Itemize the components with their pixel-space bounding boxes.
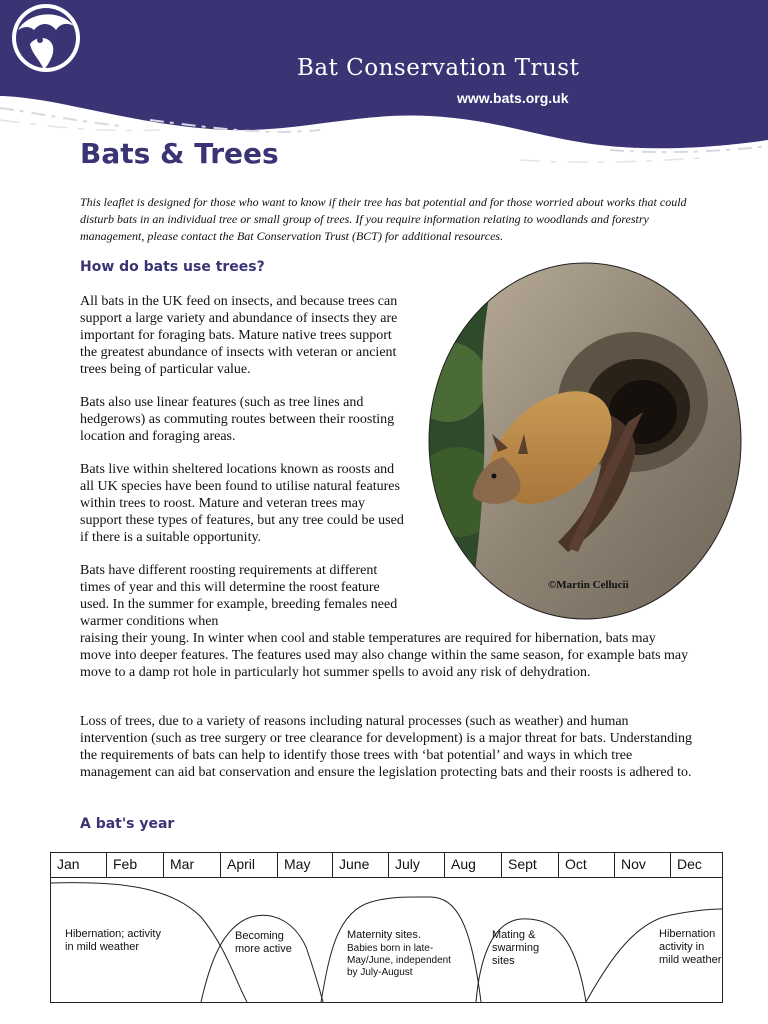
photo-credit: ©Martin Cellucii xyxy=(548,579,629,591)
bat-logo-icon xyxy=(0,0,88,80)
month-jan: Jan xyxy=(51,853,107,877)
month-mar: Mar xyxy=(164,853,221,877)
page-title: Bats & Trees xyxy=(80,137,279,170)
month-aug: Aug xyxy=(445,853,502,877)
month-may: May xyxy=(278,853,333,877)
phase-maternity-details: Babies born in late-May/June, independent by July-August xyxy=(347,943,451,978)
paragraph-commuting: Bats also use linear features (such as tree lines and hedgerows) as commuting routes between their roosting location and foraging areas. xyxy=(80,395,395,444)
intro-paragraph: This leaflet is designed for those who want to know if their tree has bat potential and for those worried about works that could disturb bats in an individual tree or small group of trees. If you require information relating to woodlands and forestry management, please contact the Bat Conservation Trust (BCT) for additional resources. xyxy=(80,195,687,243)
month-nov: Nov xyxy=(615,853,671,877)
month-row xyxy=(51,853,722,878)
month-july: July xyxy=(389,853,445,877)
month-sept: Sept xyxy=(502,853,559,877)
org-url-link[interactable]: www.bats.org.uk xyxy=(457,90,569,106)
paragraph-loss-of-trees: Loss of trees, due to a variety of reasons including natural processes (such as weather) and human intervention (such as tree surgery or tree clearance for development) is a major threat for bats. Understanding the requirements of bats can help to identify those trees with ‘bat potential’ and ways in which tree management can aid bat conservation and ensure the legislation protecting bats and their roosts is adhered to. xyxy=(80,714,693,780)
phase-becoming-active: Becoming more active xyxy=(235,930,292,955)
month-oct: Oct xyxy=(559,853,615,877)
paragraph-foraging: All bats in the UK feed on insects, and because trees can support a large variety and abundance of insects they are important for foraging bats. Mature native trees support the greatest abundance of insects with veteran or ancient trees being of particular value. xyxy=(80,294,398,377)
month-dec: Dec xyxy=(677,856,702,872)
paragraph-seasonal-features: raising their young. In winter when cool and stable temperatures are required for hibernation, bats may move into deeper features. The features used may also change within the same season, for example bats may move to a damp rot hole in particularly hot summer spells to avoid any risk of dehydration. xyxy=(80,631,689,680)
phase-maternity-sites: Maternity sites. xyxy=(347,929,421,941)
bat-in-tree-hole-photo xyxy=(428,262,742,620)
paragraph-roosting-requirements: Bats have different roosting requirements at different times of year and this will determine the roost feature used. In the summer for example, breeding females need warmer conditions when xyxy=(80,563,398,629)
phase-hibernation-late: Hibernation activity in mild weather xyxy=(659,928,722,966)
section-heading-bats-year: A bat's year xyxy=(80,816,175,832)
section-heading-how-bats-use-trees: How do bats use trees? xyxy=(80,259,265,275)
month-feb: Feb xyxy=(107,853,164,877)
bats-year-timeline xyxy=(50,852,723,1003)
month-june: June xyxy=(333,853,389,877)
paragraph-roosts: Bats live within sheltered locations known as roosts and all UK species have been found to utilise natural features within trees to roost. Mature and veteran trees may support these types of features, but any tree could be used if there is a suitable opportunity. xyxy=(80,462,404,545)
month-april: April xyxy=(221,853,278,877)
org-name: Bat Conservation Trust xyxy=(297,55,580,81)
phase-mating-swarming: Mating & swarming sites xyxy=(492,929,540,967)
phase-hibernation-early: Hibernation; activity in mild weather xyxy=(65,928,161,953)
